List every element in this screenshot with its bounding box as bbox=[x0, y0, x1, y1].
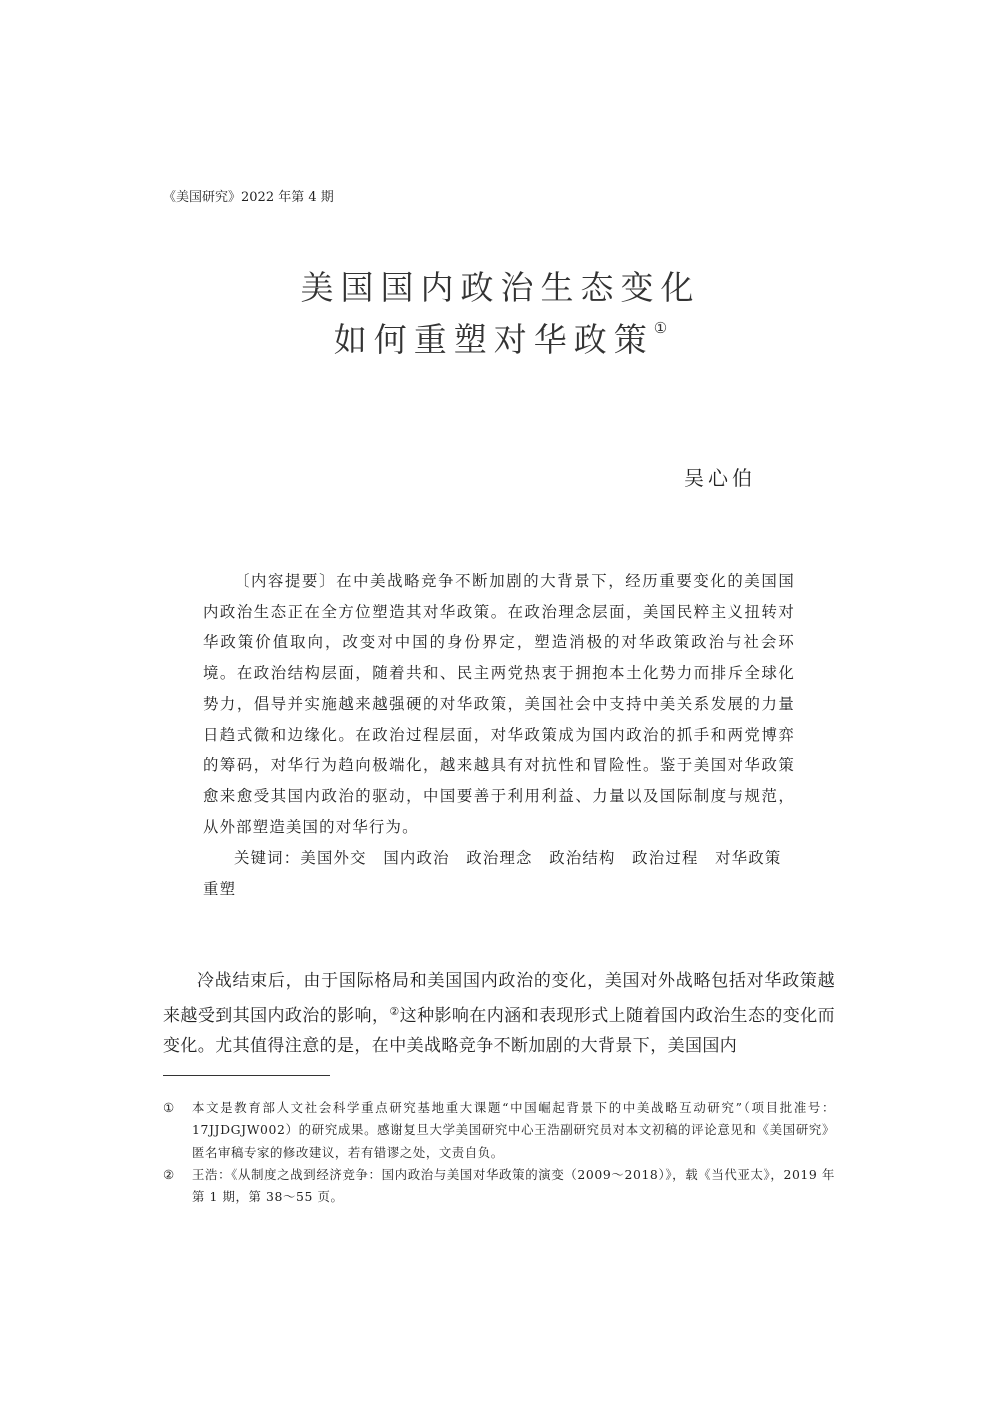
author-name: 吴心伯 bbox=[684, 466, 756, 490]
body-footnote-marker[interactable]: ② bbox=[389, 1004, 400, 1018]
body-text-part-1: 冷战结束后，由于国际格局和美国国内政治的变化，美国对外战略包括对华政策越来越受到其国内政治的影响， bbox=[163, 971, 835, 1026]
title-text-1: 美国国内政治生态变化 bbox=[300, 268, 701, 307]
footnote-2-marker: ② bbox=[163, 1166, 175, 1182]
article-title-line-1 bbox=[0, 262, 1001, 309]
body-paragraph bbox=[163, 966, 835, 1062]
footnote-1-text: 本文是教育部人文社会科学重点研究基地重大课题“中国崛起背景下的中美战略互动研究”（项目批准号：17JJDGJW002）的研究成果。感谢复旦大学美国研究中心王浩副研究员对本文初稿的评论意见和《美国研究》匿名审稿专家的修改建议，若有错谬之处，文责自负。 bbox=[192, 1100, 835, 1160]
footnote-1 bbox=[163, 1097, 835, 1164]
running-head: 《美国研究》2022 年第 4 期 bbox=[163, 190, 334, 205]
title-text-2: 如何重塑对华政策 bbox=[333, 320, 654, 359]
abstract-paragraph: 〔内容提要〕在中美战略竞争不断加剧的大背景下，经历重要变化的美国国内政治生态正在全方位塑造其对华政策。在政治理念层面，美国民粹主义扭转对华政策价值取向，改变对中国的身份界定，塑造消极的对华政策政治与社会环境。在政治结构层面，随着共和、民主两党热衷于拥抱本土化势力而排斥全球化势力，倡导并实施越来越强硬的对华政策，美国社会中支持中美关系发展的力量日趋式微和边缘化。在政治过程层面，对华政策成为国内政治的抓手和两党博弈的筹码，对华行为趋向极端化，越来越具有对抗性和冒险性。鉴于美国对华政策愈来愈受其国内政治的驱动，中国要善于利用利益、力量以及国际制度与规范，从外部塑造美国的对华行为。 bbox=[203, 572, 795, 836]
footnotes bbox=[163, 1097, 835, 1208]
title-footnote-marker[interactable]: ① bbox=[653, 319, 668, 337]
footnote-2-text: 王浩：《从制度之战到经济竞争：国内政治与美国对华政策的演变（2009～2018）》，载《当代亚太》，2019 年第 1 期，第 38～55 页。 bbox=[192, 1166, 835, 1205]
footnote-2 bbox=[163, 1164, 835, 1209]
footnote-divider bbox=[163, 1075, 330, 1076]
article-title-line-2 bbox=[0, 314, 1001, 361]
footnote-1-marker: ① bbox=[163, 1100, 175, 1115]
keywords-paragraph: 关键词：美国外交 国内政治 政治理念 政治结构 政治过程 对华政策 重塑 bbox=[203, 849, 799, 898]
body-text-part-2: 这种影响在内涵和表现形式上随着国内政治生态的变化而变化。尤其值得注意的是，在中美战略竞争不断加剧的大背景下，美国国内 bbox=[163, 1005, 836, 1057]
